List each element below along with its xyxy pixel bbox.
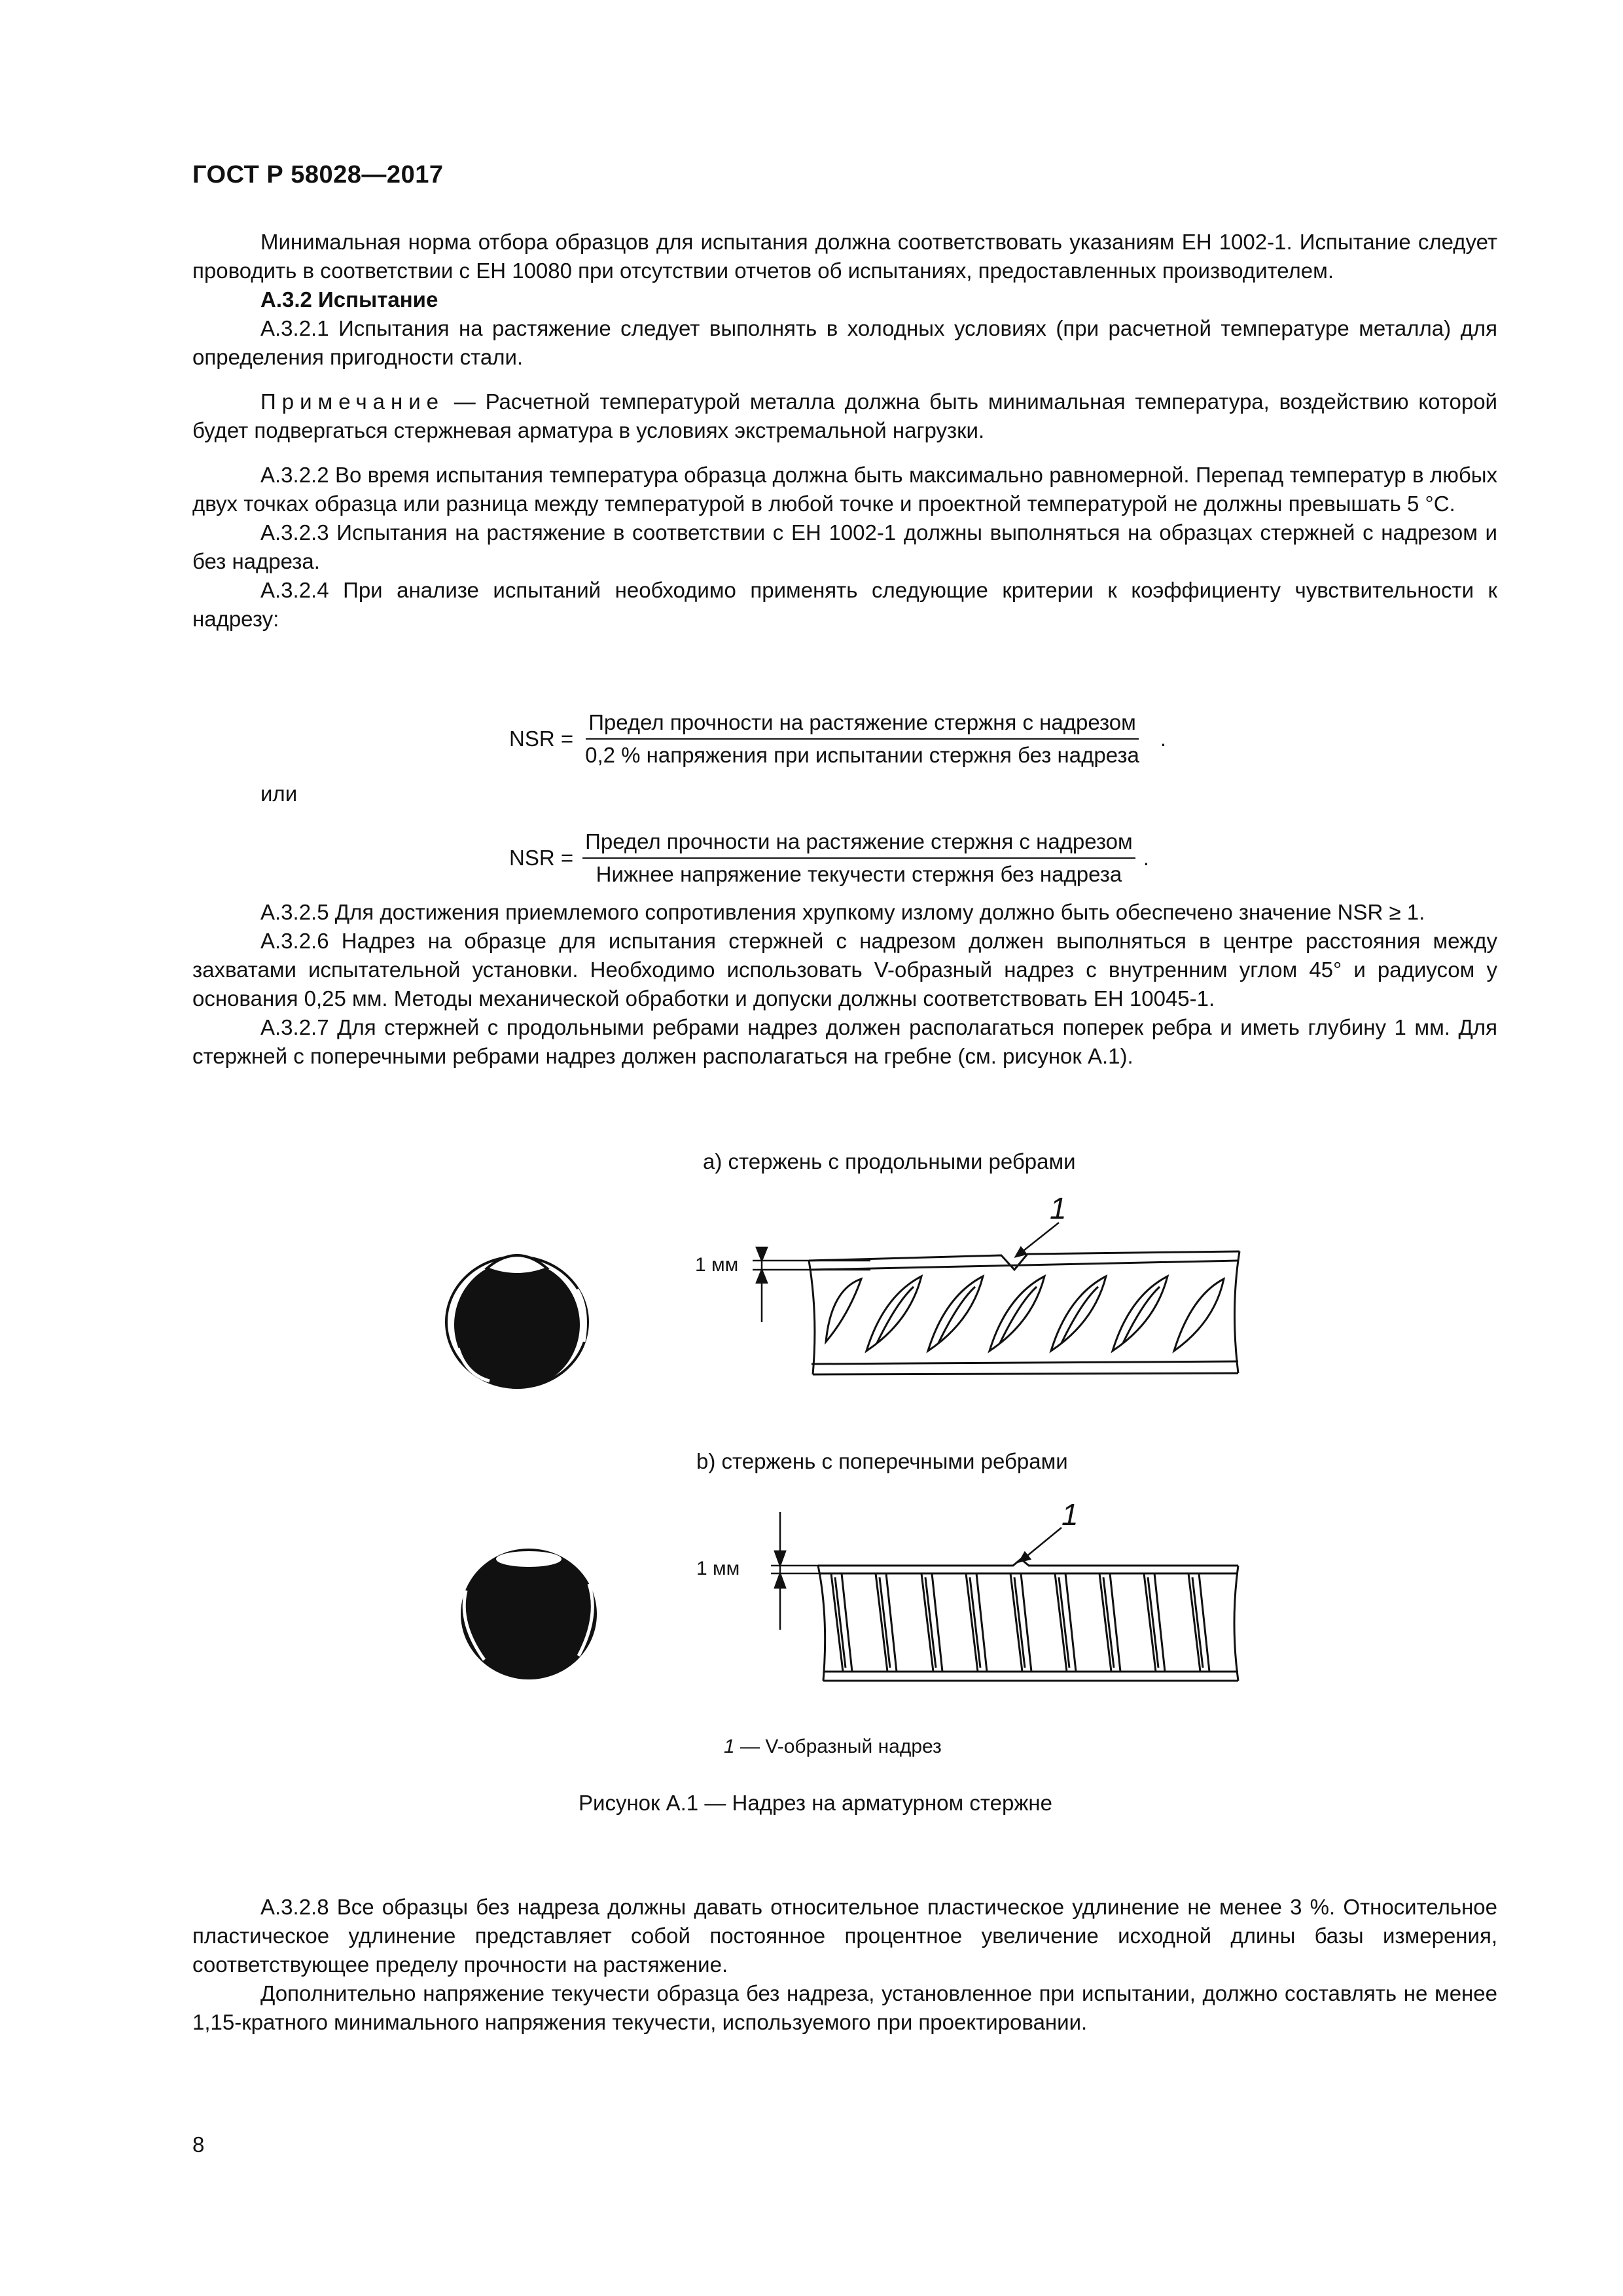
rebar-longitudinal-ribs-icon [809, 1251, 1240, 1374]
figure-subcaption-b: b) стержень с поперечными ребрами [696, 1449, 1068, 1473]
cross-section-transverse-icon [461, 1549, 597, 1679]
body-block-bottom [192, 1893, 1497, 2037]
paragraph-a326: А.3.2.6 Надрез на образце для испытания стержней с надрезом должен выполняться в центре расстояния между захватами испытательной установки. Необходимо использовать V-образный надрез с внутренним углом 45° и радиусом у основания 0,25 мм. Методы механической обработки и допуски должны соответствовать ЕН 10045-1. [192, 929, 1497, 1011]
paragraph-a324: А.3.2.4 При анализе испытаний необходимо применять следующие критерии к коэффициенту чувствительности к надрезу: [192, 578, 1497, 631]
legend-text: — V-образный надрез [734, 1736, 942, 1757]
section-title: А.3.2 Испытание [260, 287, 438, 312]
figure-caption: Рисунок А.1 — Надрез на арматурном стержне [579, 1791, 1052, 1815]
note-text: — Расчетной температурой металла должна быть минимальная температура, воздействию которой будет подвергаться стержневая арматура в условиях экстремальной нагрузки. [192, 389, 1497, 442]
document-header: ГОСТ Р 58028—2017 [192, 161, 444, 188]
paragraph-a323: А.3.2.3 Испытания на растяжение в соответствии с ЕН 1002-1 должны выполняться на образцах стержней с надрезом и без надреза. [192, 520, 1497, 573]
paragraph-yield: Дополнительно напряжение текучести образца без надреза, установленное при испытании, должно составлять не менее 1,15-кратного минимального напряжения текучести, используемого при проектировании. [192, 1981, 1497, 2034]
paragraph-a328: А.3.2.8 Все образцы без надреза должны давать относительное пластическое удлинение не менее 3 %. Относительное пластическое удлинение представляет собой постоянное процентное увеличение исходной длины базы измерения, соответствующее пределу прочности на растяжение. [192, 1895, 1497, 1977]
cross-section-longitudinal-icon [446, 1255, 588, 1389]
note-label: Примечание [260, 389, 445, 414]
paragraph-sampling: Минимальная норма отбора образцов для испытания должна соответствовать указаниям ЕН 1002-1. Испытание следует проводить в соответствии с ЕН 10080 при отсутствии отчетов об испытаниях, предоставленных производителем. [192, 230, 1497, 283]
rebar-transverse-ribs-icon [818, 1559, 1238, 1681]
paragraph-a327: А.3.2.7 Для стержней с продольными ребрами надрез должен располагаться поперек ребра и иметь глубину 1 мм. Для стержней с поперечными ребрами надрез должен располагаться на гребне (см. рисунок А.1). [192, 1015, 1497, 1068]
marker-label-a: 1 [1050, 1191, 1067, 1225]
paragraph-a321: А.3.2.1 Испытания на растяжение следует выполнять в холодных условиях (при расчетной температуре металла) для определения пригодности стали. [192, 316, 1497, 369]
dimension-label-a: 1 мм [695, 1254, 739, 1276]
formula-1-period: . [1160, 726, 1167, 751]
formula-2-lhs: NSR = [509, 846, 574, 870]
figure-subcaption-a: а) стержень с продольными ребрами [703, 1149, 1076, 1174]
dimension-1mm-b [771, 1512, 826, 1630]
dimension-label-b: 1 мм [696, 1558, 740, 1579]
leader-marker-b [1020, 1528, 1061, 1562]
legend-number: 1 [724, 1736, 735, 1757]
or-word: или [260, 781, 298, 806]
leader-marker-a [1016, 1223, 1059, 1257]
formula-2-denominator: Нижнее напряжение текучести стержня без надреза [596, 862, 1122, 886]
page-number: 8 [192, 2132, 205, 2157]
formula-1-lhs: NSR = [509, 726, 574, 751]
marker-label-b: 1 [1061, 1498, 1079, 1532]
paragraph-a325: А.3.2.5 Для достижения приемлемого сопротивления хрупкому излому должно быть обеспечено значение NSR ≥ 1. [260, 900, 1425, 924]
figure-legend [724, 1736, 942, 1758]
formula-1-numerator: Предел прочности на растяжение стержня с надрезом [586, 709, 1139, 740]
paragraph-a322: А.3.2.2 Во время испытания температура образца должна быть максимально равномерной. Перепад температур в любых двух точках образца или разница между температурой в любой точке и проектной температурой не должны превышать 5 °С. [192, 463, 1497, 516]
formula-2-period: . [1143, 846, 1149, 870]
formula-2-numerator: Предел прочности на растяжение стержня с надрезом [582, 829, 1135, 859]
formula-1-denominator: 0,2 % напряжения при испытании стержня без надреза [585, 743, 1139, 767]
